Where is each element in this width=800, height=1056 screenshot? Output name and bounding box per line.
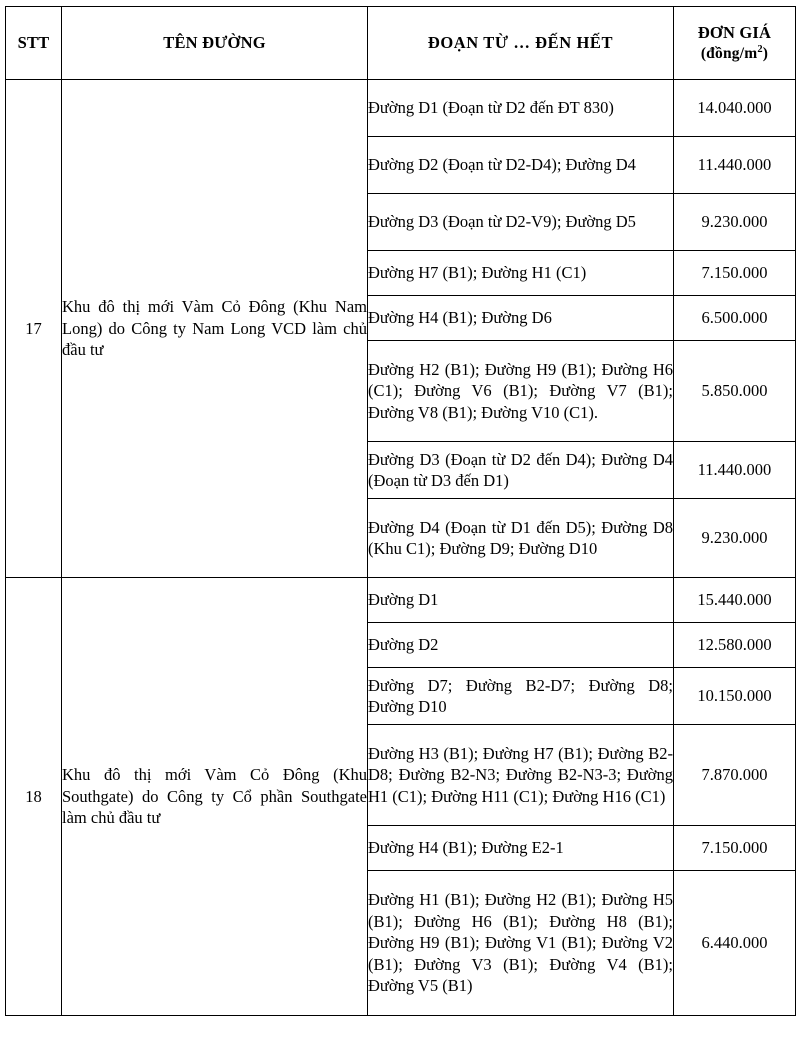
cell-road-segment xyxy=(368,499,674,578)
cell-road-segment xyxy=(368,623,674,668)
unit-suffix: ) xyxy=(762,45,769,63)
cell-road-segment xyxy=(368,80,674,137)
cell-road-segment xyxy=(368,725,674,826)
cell-unit-price: 7.150.000 xyxy=(674,826,796,871)
road-segment-text: Đường D3 (Đoạn từ D2-V9); Đường D5 xyxy=(368,212,636,232)
land-price-table xyxy=(5,6,796,1016)
column-header-unit-price xyxy=(674,7,796,80)
road-segment-text: Đường H4 (B1); Đường E2-1 xyxy=(368,838,564,858)
cell-unit-price: 9.230.000 xyxy=(674,194,796,251)
cell-unit-price: 11.440.000 xyxy=(674,137,796,194)
column-header-street-name xyxy=(62,7,368,80)
column-header-stt-label: STT xyxy=(17,33,50,53)
cell-unit-price: 7.870.000 xyxy=(674,725,796,826)
table-row xyxy=(6,80,796,137)
cell-stt: 17 xyxy=(6,80,62,578)
table-row xyxy=(6,578,796,623)
cell-road-segment xyxy=(368,871,674,1016)
cell-unit-price: 12.580.000 xyxy=(674,623,796,668)
cell-unit-price: 9.230.000 xyxy=(674,499,796,578)
cell-unit-price: 6.440.000 xyxy=(674,871,796,1016)
table-header xyxy=(6,7,796,80)
road-segment-text: Đường D4 (Đoạn từ D1 đến D5); Đường D8 (Khu C1); Đường D9; Đường D10 xyxy=(368,517,673,558)
cell-unit-price: 14.040.000 xyxy=(674,80,796,137)
cell-unit-price: 10.150.000 xyxy=(674,668,796,725)
road-segment-text: Đường H1 (B1); Đường H2 (B1); Đường H5 (B1); Đường H6 (B1); Đường H8 (B1); Đường H9 (B1); Đường V1 (B1); Đường V2 (B1); Đường V3 (B1); Đường V4 (B1); Đường V5 (B1) xyxy=(368,890,673,996)
header-row xyxy=(6,7,796,80)
road-segment-text: Đường H2 (B1); Đường H9 (B1); Đường H6 (C1); Đường V6 (B1); Đường V7 (B1); Đường V8 (B1); Đường V10 (C1). xyxy=(368,359,673,422)
cell-unit-price: 7.150.000 xyxy=(674,251,796,296)
column-header-segment-label: ĐOẠN TỪ … ĐẾN HẾT xyxy=(427,33,614,53)
road-segment-text: Đường D2 xyxy=(368,635,439,655)
column-header-stt xyxy=(6,7,62,80)
cell-unit-price: 15.440.000 xyxy=(674,578,796,623)
cell-road-segment xyxy=(368,137,674,194)
column-header-unit-price-label: ĐƠN GIÁ xyxy=(697,22,772,42)
road-segment-text: Đường D7; Đường B2-D7; Đường D8; Đường D10 xyxy=(368,675,673,716)
road-segment-text: Đường H4 (B1); Đường D6 xyxy=(368,308,552,328)
project-name-text: Khu đô thị mới Vàm Cỏ Đông (Khu Nam Long) do Công ty Nam Long VCD làm chủ đầu tư xyxy=(62,297,367,360)
road-segment-text: Đường D3 (Đoạn từ D2 đến D4); Đường D4 (Đoạn từ D3 đến D1) xyxy=(368,449,673,490)
cell-road-segment xyxy=(368,668,674,725)
cell-project-name xyxy=(62,578,368,1016)
road-segment-text: Đường D1 xyxy=(368,590,439,610)
cell-road-segment xyxy=(368,578,674,623)
column-header-segment xyxy=(368,7,674,80)
cell-unit-price: 6.500.000 xyxy=(674,296,796,341)
road-segment-text: Đường H7 (B1); Đường H1 (C1) xyxy=(368,263,587,283)
column-header-unit-price-unit xyxy=(674,44,795,64)
cell-road-segment xyxy=(368,251,674,296)
road-segment-text: Đường H3 (B1); Đường H7 (B1); Đường B2-D8; Đường B2-N3; Đường B2-N3-3; Đường H1 (C1); Đường H11 (C1); Đường H16 (C1) xyxy=(368,743,673,806)
cell-road-segment xyxy=(368,194,674,251)
cell-unit-price: 11.440.000 xyxy=(674,442,796,499)
cell-road-segment xyxy=(368,296,674,341)
road-segment-text: Đường D1 (Đoạn từ D2 đến ĐT 830) xyxy=(368,98,614,118)
project-name-text: Khu đô thị mới Vàm Cỏ Đông (Khu Southgate) do Công ty Cổ phần Southgate làm chủ đầu tư xyxy=(62,765,367,828)
cell-stt: 18 xyxy=(6,578,62,1016)
cell-project-name xyxy=(62,80,368,578)
cell-road-segment xyxy=(368,341,674,442)
column-header-street-name-label: TÊN ĐƯỜNG xyxy=(163,33,266,53)
cell-unit-price: 5.850.000 xyxy=(674,341,796,442)
cell-road-segment xyxy=(368,442,674,499)
cell-road-segment xyxy=(368,826,674,871)
road-segment-text: Đường D2 (Đoạn từ D2-D4); Đường D4 xyxy=(368,155,636,175)
unit-prefix: (đồng/m xyxy=(700,45,758,63)
table-body xyxy=(6,80,796,1016)
unit-superscript: 2 xyxy=(757,43,763,55)
